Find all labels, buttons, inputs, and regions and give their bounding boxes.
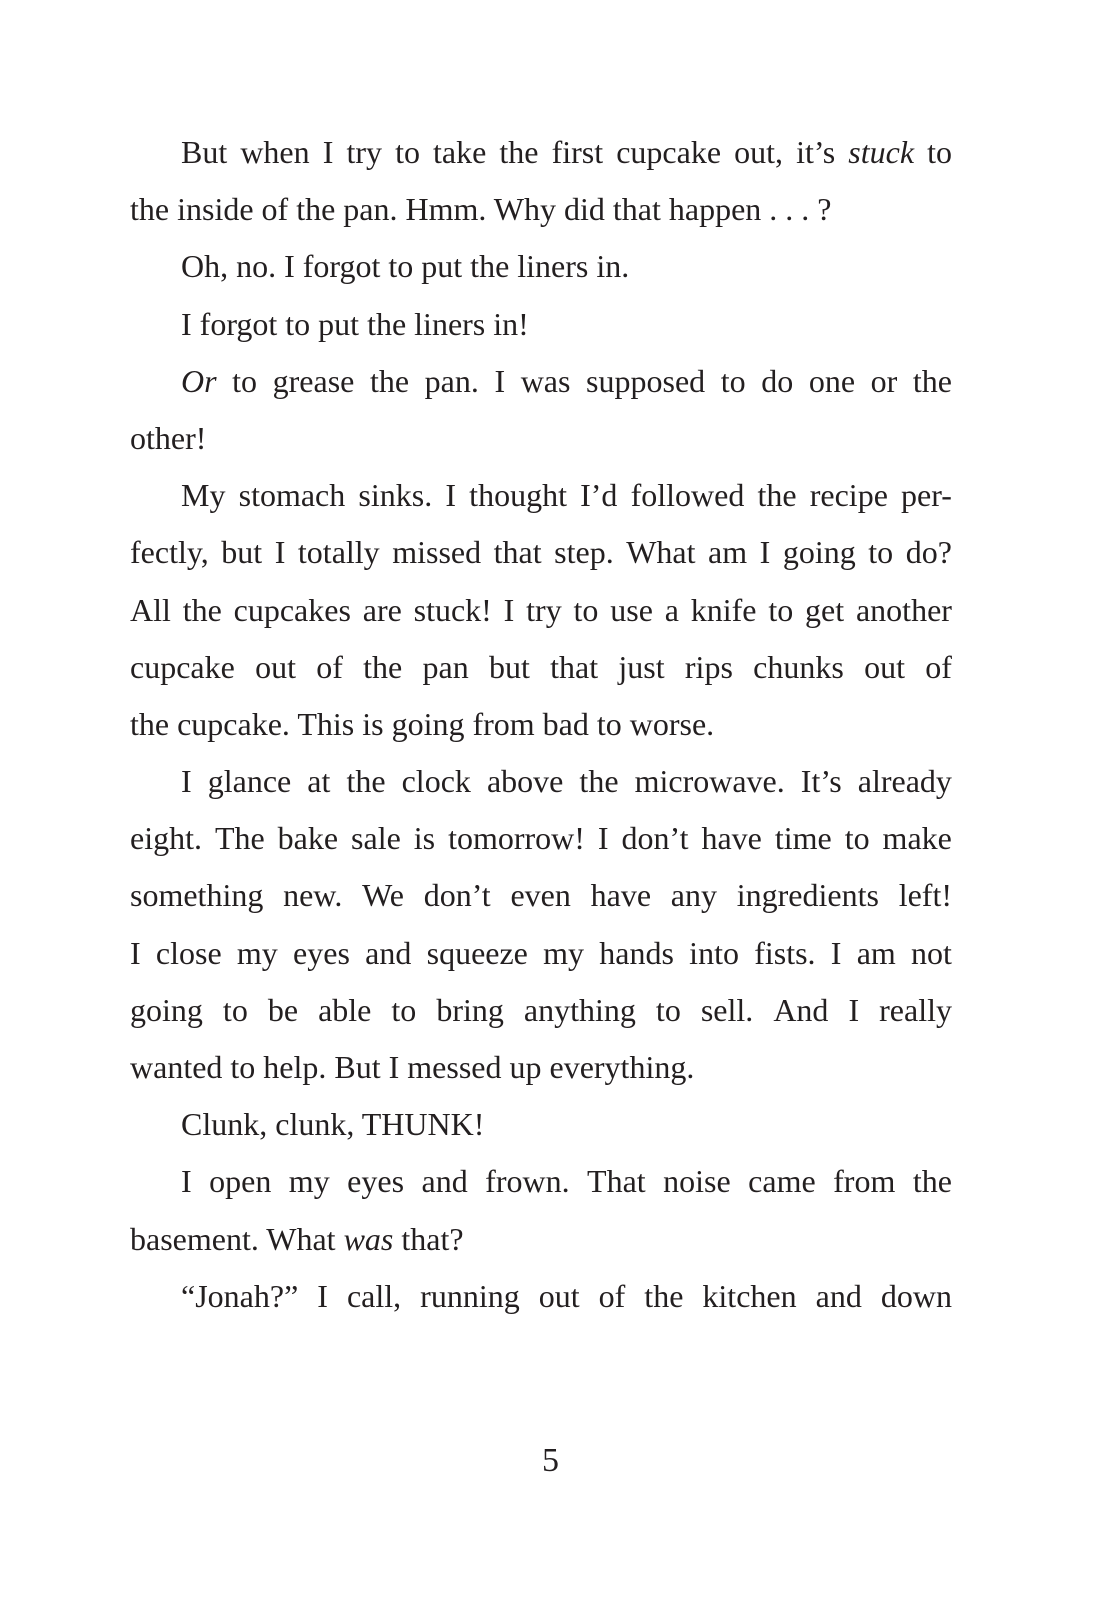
body-text: [130, 124, 952, 1325]
text-line: I forgot to put the liners in!: [181, 305, 529, 342]
page-number: 5: [542, 1442, 559, 1479]
text-line: something new. We don’t even have any ingredients left!: [130, 877, 952, 914]
text-line: other!: [130, 419, 207, 456]
text-line: Oh, no. I forgot to put the liners in.: [181, 248, 630, 285]
text-line: All the cupcakes are stuck! I try to use a knife to get another: [130, 591, 952, 628]
text-line: going to be able to bring anything to sell. And I really: [130, 991, 952, 1028]
text-line: eight. The bake sale is tomorrow! I don’t have time to make: [130, 820, 952, 857]
text-line: the cupcake. This is going from bad to worse.: [130, 705, 715, 742]
text-line: My stomach sinks. I thought I’d followed the recipe per-: [181, 477, 952, 514]
text-line: I glance at the clock above the microwave. It’s already: [181, 763, 952, 800]
text-line: fectly, but I totally missed that step. What am I going to do?: [130, 534, 952, 571]
text-line: cupcake out of the pan but that just rips chunks out of: [130, 648, 952, 685]
text-line: basement. What was that?: [130, 1220, 464, 1257]
text-line: I close my eyes and squeeze my hands into fists. I am not: [130, 934, 952, 971]
text-line: Clunk, clunk, THUNK!: [181, 1106, 485, 1143]
text-line: the inside of the pan. Hmm. Why did that happen . . . ?: [130, 191, 832, 228]
text-line: I open my eyes and frown. That noise came from the: [181, 1163, 952, 1200]
text-line: But when I try to take the first cupcake out, it’s stuck to: [181, 134, 952, 170]
text-line: wanted to help. But I messed up everything.: [130, 1049, 695, 1085]
text-line: “Jonah?” I call, running out of the kitchen and down: [181, 1277, 952, 1314]
text-line: Or to grease the pan. I was supposed to do one or the: [181, 362, 952, 399]
